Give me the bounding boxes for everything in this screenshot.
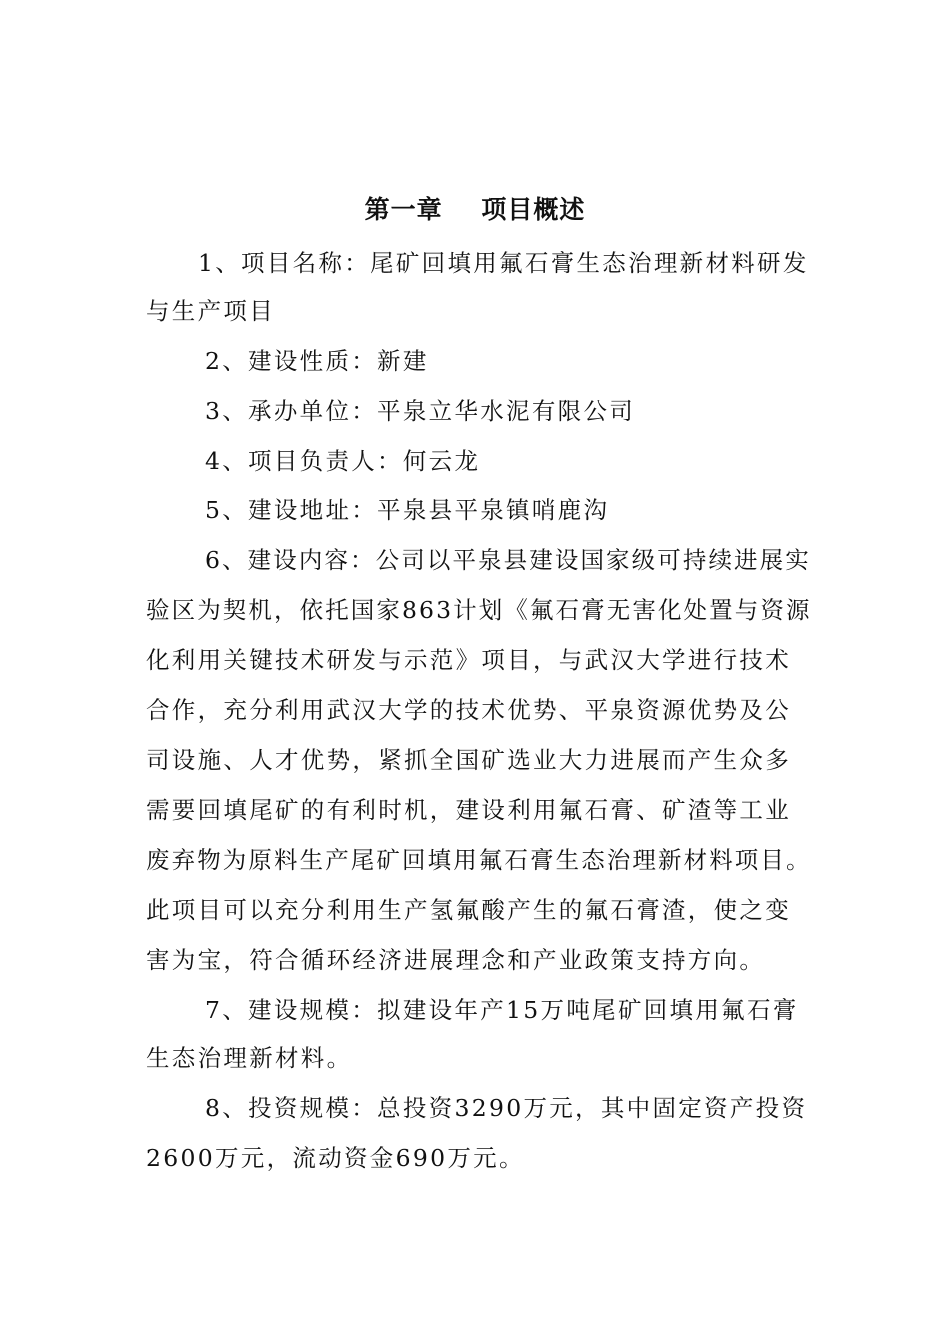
item-6-line-8: 此项目可以充分利用生产氢氟酸产生的氟石膏渣，使之变 — [146, 896, 791, 924]
item-8-line-2: 2600万元，流动资金690万元。 — [146, 1144, 525, 1172]
chapter-title: 第一章 项目概述 — [364, 195, 586, 224]
item-6-line-9: 害为宝，符合循环经济进展理念和产业政策支持方向。 — [146, 946, 766, 974]
item-2-construction-nature: 2、建设性质：新建 — [205, 347, 429, 375]
item-4-project-leader: 4、项目负责人：何云龙 — [205, 447, 481, 475]
item-6-line-7: 废弃物为原料生产尾矿回填用氟石膏生态治理新材料项目。 — [146, 846, 812, 874]
item-6-line-2: 验区为契机，依托国家863计划《氟石膏无害化处置与资源 — [146, 596, 812, 624]
item-8-investment-scale: 8、投资规模：总投资3290万元，其中固定资产投资 — [205, 1094, 808, 1122]
item-6-line-3: 化利用关键技术研发与示范》项目，与武汉大学进行技术 — [146, 646, 791, 674]
item-3-undertaking-unit: 3、承办单位：平泉立华水泥有限公司 — [205, 397, 636, 425]
item-6-line-4: 合作，充分利用武汉大学的技术优势、平泉资源优势及公 — [146, 696, 791, 724]
item-6-line-6: 需要回填尾矿的有利时机，建设利用氟石膏、矿渣等工业 — [146, 796, 791, 824]
item-6-construction-content: 6、建设内容：公司以平泉县建设国家级可持续进展实 — [205, 546, 811, 574]
item-1-project-name: 1、项目名称：尾矿回填用氟石膏生态治理新材料研发 — [198, 249, 809, 277]
item-7-construction-scale: 7、建设规模：拟建设年产15万吨尾矿回填用氟石膏 — [205, 996, 799, 1024]
item-5-construction-address: 5、建设地址：平泉县平泉镇哨鹿沟 — [205, 496, 610, 524]
item-6-line-5: 司设施、人才优势，紧抓全国矿选业大力进展而产生众多 — [146, 746, 791, 774]
item-7-line-2: 生态治理新材料。 — [146, 1044, 353, 1072]
item-1-project-name-cont: 与生产项目 — [146, 297, 275, 325]
